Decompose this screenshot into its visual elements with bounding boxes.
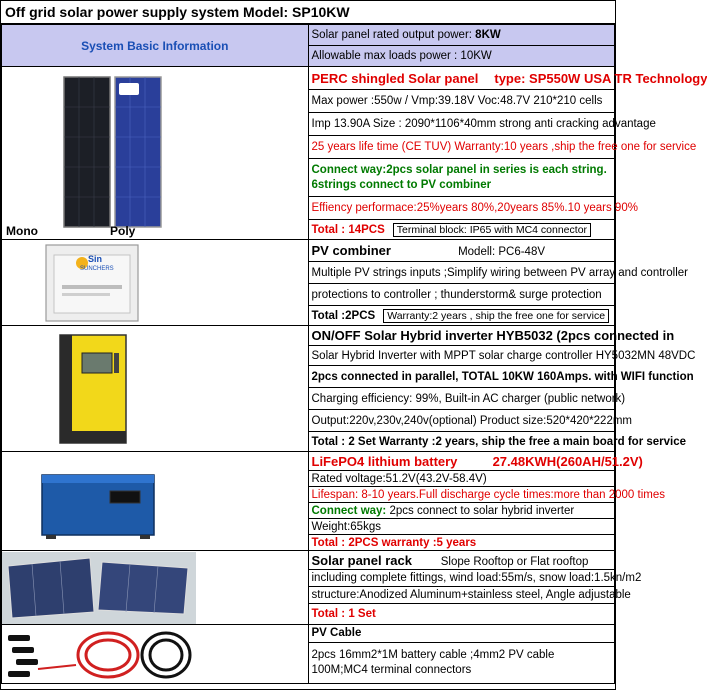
rack-line-1: including complete fittings, wind load:55m/s, snow load:1.5kn/m2 (308, 570, 615, 587)
sheet-title: Off grid solar power supply system Model: SP10KW (1, 1, 615, 24)
terminal-block-box: Terminal block: IP65 with MC4 connector (393, 223, 591, 237)
combiner-line-2: protections to controller ; thunderstorm& surge protection (308, 284, 615, 306)
panel-total-cell: Total : 14PCS Terminal block: IP65 with MC4 connector (308, 220, 615, 240)
panel-line-5: Effiency performace:25%years 80%,20years 85%.10 years 90% (308, 197, 615, 220)
panel-line-3: 25 years life time (CE TUV) Warranty:10 years ,ship the free one for service (308, 136, 615, 159)
rated-power-cell: Solar panel rated output power: 8KW (308, 25, 615, 46)
combiner-logo: Sin (88, 254, 103, 264)
rack-line-2: structure:Anodized Aluminum+stainless steel, Angle adjustable (308, 587, 615, 604)
cable-line-1: 2pcs 16mm2*1M battery cable ;4mm2 PV cable 100M;MC4 terminal connectors (308, 642, 615, 683)
basic-info-heading: System Basic Information (2, 25, 309, 67)
spec-table (1, 24, 707, 684)
hybrid-inverter-image (2, 326, 309, 452)
inverter-line-1: Solar Hybrid Inverter with MPPT solar charge controller HY5032MN 48VDC (308, 346, 615, 366)
combiner-total-cell: Total :2PCS Warranty:2 years , ship the free one for service (308, 306, 615, 326)
panel-line-1: Max power :550w / Vmp:39.18V Voc:48.7V 210*210 cells (308, 90, 615, 113)
battery-header: LiFePO4 lithium battery 27.48KWH(260AH/51.2V) (308, 452, 615, 471)
panel-line-2: Imp 13.90A Size : 2090*1106*40mm strong anti cracking advantage (308, 113, 615, 136)
combiner-header: PV combiner Modell: PC6-48V (308, 240, 615, 262)
combiner-logo-sub: SUNCHERS (80, 266, 114, 272)
battery-total: Total : 2PCS warranty :5 years (308, 535, 615, 551)
solar-panel-image (2, 67, 309, 240)
inverter-total: Total : 2 Set Warranty :2 years, ship the free a main board for service (308, 432, 615, 452)
battery-weight: Weight:65kgs (308, 519, 615, 535)
rack-total: Total : 1 Set (308, 604, 615, 625)
panel-rack-image (2, 551, 309, 625)
pv-cable-image (2, 625, 309, 684)
inverter-line-2: 2pcs connected in parallel, TOTAL 10KW 160Amps. with WIFI function (308, 366, 615, 388)
battery-line-1: Rated voltage:51.2V(43.2V-58.4V) (308, 471, 615, 487)
battery-line-2: Lifespan: 8-10 years.Full discharge cycle times:more than 2000 times (308, 487, 615, 503)
rack-header: Solar panel rack Slope Rooftop or Flat rooftop (308, 551, 615, 570)
combiner-line-1: Multiple PV strings inputs ;Simplify wiring between PV array and controller (308, 262, 615, 284)
inverter-line-3: Charging efficiency: 99%, Built-in AC charger (public network) (308, 388, 615, 410)
poly-caption: Poly (110, 224, 136, 238)
panel-line-4: Connect way:2pcs solar panel in series is each string. 6strings connect to PV combiner (308, 159, 615, 197)
battery-image (2, 452, 309, 551)
cable-header: PV Cable (308, 625, 615, 643)
pv-combiner-image (2, 240, 309, 326)
mono-caption: Mono (6, 224, 38, 238)
inverter-header: ON/OFF Solar Hybrid inverter HYB5032 (2pcs connected in (308, 326, 615, 346)
combiner-warranty-box: Warranty:2 years , ship the free one for service (383, 309, 609, 323)
panel-header: PERC shingled Solar panel type: SP550W USA TR Technology (308, 67, 615, 90)
battery-connect: Connect way: 2pcs connect to solar hybrid inverter (308, 503, 615, 519)
inverter-line-4: Output:220v,230v,240v(optional) Product size:520*420*222mm (308, 410, 615, 432)
max-loads-cell: Allowable max loads power : 10KW (308, 46, 615, 67)
